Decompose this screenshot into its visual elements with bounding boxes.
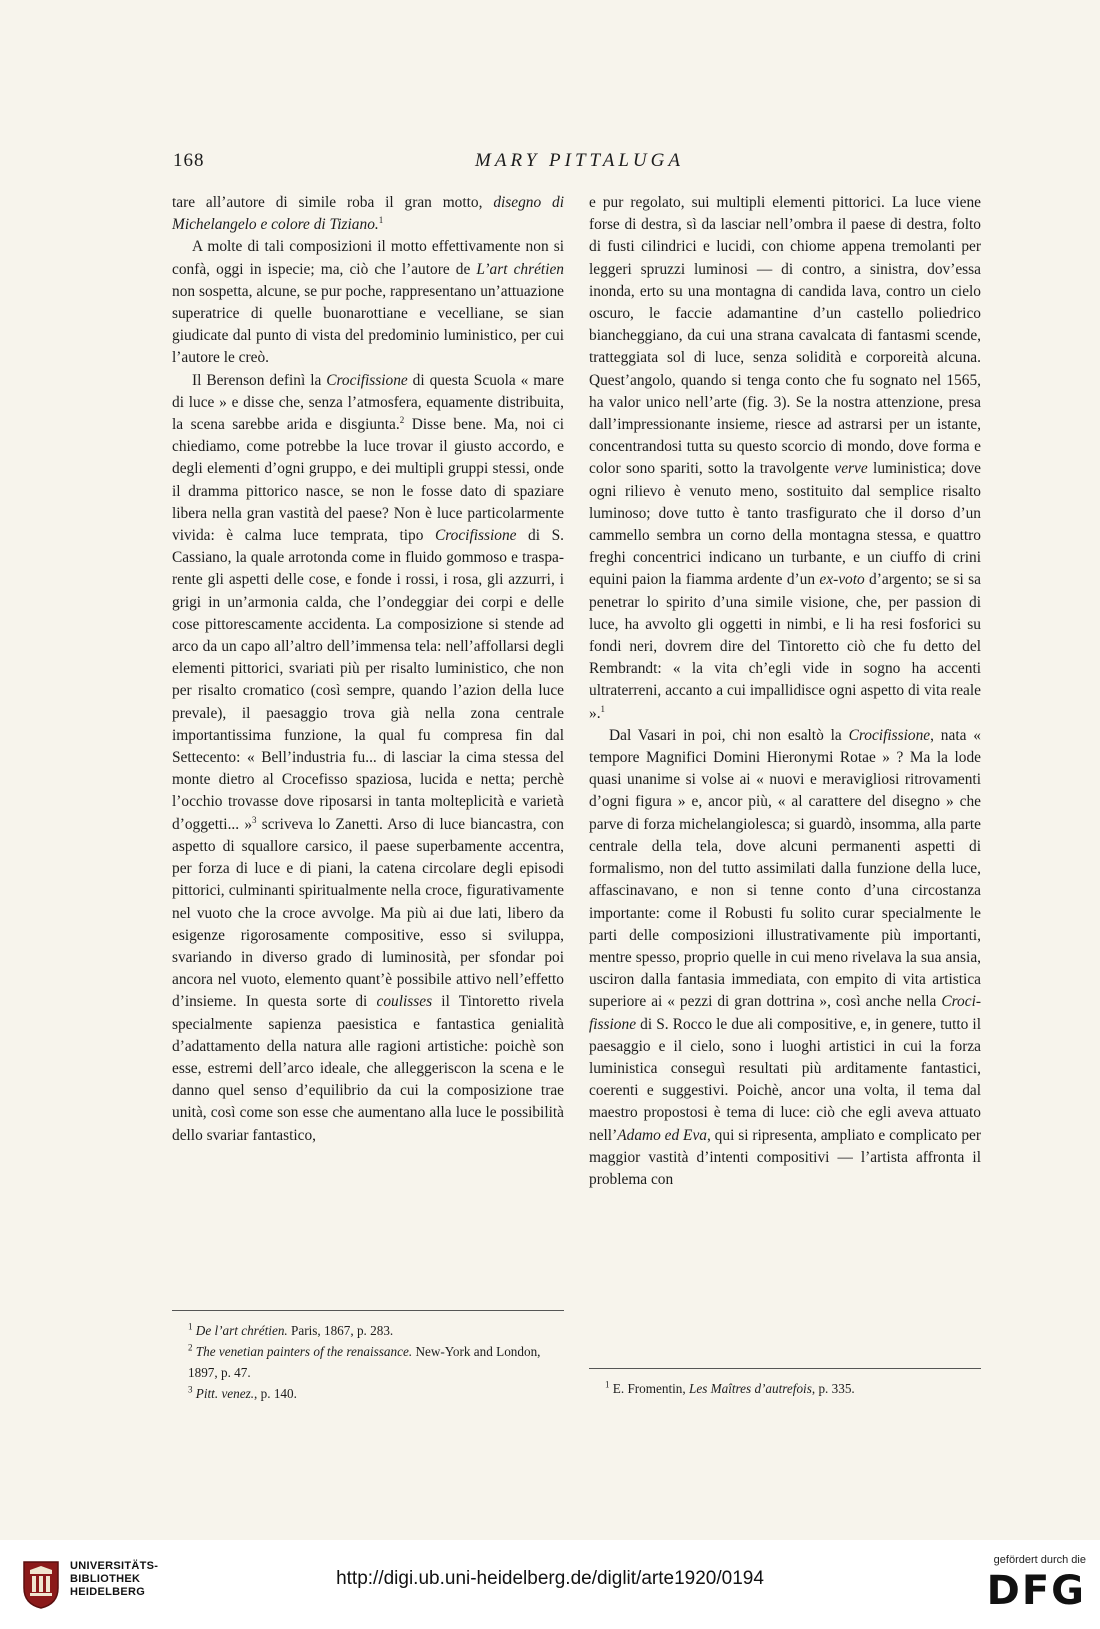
library-name-line-2: BIBLIOTHEK xyxy=(70,1573,141,1585)
footnote: $^3$ Pitt. venez., p. 140. xyxy=(188,1384,297,1401)
permalink-url[interactable]: http://digi.ub.uni-heidelberg.de/diglit/arte1920/0194 xyxy=(336,1568,764,1589)
sponsor-block xyxy=(966,1554,1086,1612)
footnote-rule-right xyxy=(589,1368,981,1369)
footnotes-left xyxy=(172,1320,564,1404)
footnote: $^2$ The venetian painters of the renaissance. New-York and London, 1897, p. 47. xyxy=(188,1342,541,1380)
left-column-paragraph: A molte di tali composizioni il motto effettivamente non si confà, oggi in ispecie; ma, ciò che l’autore de L’art chrétien non sospetta, alcune, se pur poche, rappresentano un’attuazione superatrice di quelle buonarottiane e vecelliane, se sian giudicate dal punto di vista del predominio luministico, per cui l’autore le creò. xyxy=(172,238,564,367)
right-text-column xyxy=(589,192,981,1191)
footnote: $^1$ E. Fromentin, Les Maîtres d’autrefois, p. 335. xyxy=(605,1379,855,1396)
sponsor-label: gefördert durch die xyxy=(993,1554,1086,1566)
library-name-line-3: HEIDELBERG xyxy=(70,1586,146,1598)
running-title: MARY PITTALUGA xyxy=(475,150,684,171)
right-column-paragraph: e pur regolato, sui multipli elementi pittorici. La luce viene forse di destra, sì da lasciar nell’ombra il paese di destra, folto di fusti cilindrici e lucidi, con chiome appena tremolanti per leggeri spruzzi luminosi — di contro, a sinistra, dov’essa inonda, erto su una montagna di candida lava, contro un cielo oscuro, le faccie adamantine d’un castello poliedrico biancheggiano, da cui una strana cavalcata di fantasmi scende, tratteggiata sol di luce, senza solidità e corporeità alcuna. Quest’angolo, quando si tenga conto che fu sognato nel 1565, ha valor unico nell’arte (fig. 3). Se la nostra attenzione, presa dall’impressionante insieme, riesce ad astrarsi per un istante, concentrandosi tutta su questo scorcio di mondo, dove forma e color sono spariti, sotto la travolgente verve luministica; dove ogni rilievo è venuto meno, sostituito dal semplice risalto luminoso; dove tutto è tanto trasfigurato che il dorso d’un cammello sembra un corno della montagna stessa, e quattro freghi concentrici indicano un turbante, e un ciuffo di crini equini paion la fiamma ardente d’un ex-voto d’argento; se si sa penetrar lo spirito d’una simile visione, che, per passion di luce, ha avvolto gli oggetti in nimbi, e li ha resi fosforici su fondi neri, dovrem dire del Tintoretto ciò che fu detto del Rembrandt: « la vita ch’egli vide in sogno ha accenti ultraterreni, accanto a cui impallidisce ogni aspetto di vita reale ».$^1$ xyxy=(589,194,981,722)
dfg-logo: DFG xyxy=(986,1568,1086,1614)
library-name-line-1: UNIVERSITÄTS- xyxy=(70,1560,159,1572)
right-column-paragraph: Dal Vasari in poi, chi non esaltò la Crocifissione, nata « tempore Magnifici Domini Hieronymi Rotae » ? Ma la lode quasi unanime si volse ai « nuovi e meravigliosi ritrovamenti d’ogni figura » e, ancor più, « al carattere del disegno » che parve di forza michelangiolesca; si guardò, insomma, alla parte centrale della tela, dove alcuni permanenti aspetti di formalismo, non del tutto assimilati dalla funzione della luce, affascinavano, e non si tenne conto d’una circostanza importante: come il Robusti fu solito curar specialmente le parti delle composizioni illustrativamente più importanti, mentre spesso, proprio quelle in cui meno rivelava la sua ansia, usciron dalla fantasia immediata, con empito di vita artistica superiore ai « pezzi di gran dottrina », così anche nella Crocifissione di S. Rocco le due ali compositive, e, in genere, tutto il paesaggio e il cielo, sono i luoghi artistici in cui la forza luministica conseguì resultati più arditamente fantastici, coerenti e suggestivi. Poichè, ancor una volta, il tema dal maestro propostosi è tema di luce: ciò che egli aveva attuato nell’Adamo ed Eva, qui si ripresenta, ampliato e complicato per maggior vastità d’intenti compositivi — l’artista affronta il problema con xyxy=(589,726,981,1188)
page-number: 168 xyxy=(173,150,205,171)
left-column-paragraph: tare all’autore di simile roba il gran motto, disegno di Michelangelo e colore di Tiziano.$^1$ xyxy=(172,194,564,234)
footnote: $^1$ De l’art chrétien. Paris, 1867, p. 283. xyxy=(188,1321,394,1338)
left-text-column xyxy=(172,192,564,1147)
left-column-paragraph: Il Berenson definì la Crocifissione di questa Scuola « mare di luce » e disse che, senza l’atmosfera, equamente distribuita, la scena sarebbe arida e disgiunta.$^2$ Disse bene. Ma, noi ci chiediamo, come potrebbe la luce trovar il giusto accordo, e degli elementi d’ogni gruppo, e dei multipli gruppi stessi, onde il dramma pittorico nasce, se non le fosse dato di spaziare libera nella gran vastità del paese? Non è luce particolarmente vivida: è calma luce temprata, tipo Crocifissione di S. Cassiano, la quale arrotonda come in fluido gommoso e trasparente gli aspetti delle cose, e fonde i rossi, i rosa, gli azzurri, i grigi in un’armonia calda, che l’ondeggiar dei corpi e delle cose pittorescamente accidenta. La composizione si stende ad arco da un capo all’altro dell’immensa tela: nell’affollarsi degli elementi pittorici, svariati più per risalto luministico, che non per risalto cromatico (così sempre, quando l’azion della luce prevale), il paesaggio trova già nella zona centrale importantissima funzione, la qual fu compresa fin dal Settecento: « Bell’industria fu... di lasciar la cima stessa del monte dietro al Crocefisso spaziosa, lucida e netta; perchè l’occhio trovasse dove riposarsi in tanta molteplicità e varietà d’oggetti... »$^3$ scriveva lo Zanetti. Arso di luce biancastra, con aspetto di squallore carsico, il paese superbamente accentra, per forza di luce e di piani, la catena circolare degli episodi pittorici, culminanti spiritualmente nella croce, figurativamente nel vuoto che la croce avvolge. Ma più ai due lati, libero da esigenze rigorosamente compositive, esso si sviluppa, svariando in diverso grado di luminosità, per sfondar poi ancora nel vuoto, elemento quant’è possibile attivo nell’effetto d’insieme. In questa sorte di coulisses il Tintoretto rivela specialmente sapienza paesistica e fantastica genialità d’adattamento della natura alle ragioni artistiche: poichè son esse, estremi dell’arco ideale, che alleggeriscon la scena e le danno quel senso d’equilibrio da cui la composizione trae unità, così come son esse che aumentano alla luce le possibilità dello svariar fantastico, xyxy=(172,371,564,1144)
footnote-rule-left xyxy=(172,1310,564,1311)
digitization-banner xyxy=(0,1540,1100,1629)
page-header xyxy=(173,150,986,180)
footnotes-right xyxy=(589,1378,981,1399)
